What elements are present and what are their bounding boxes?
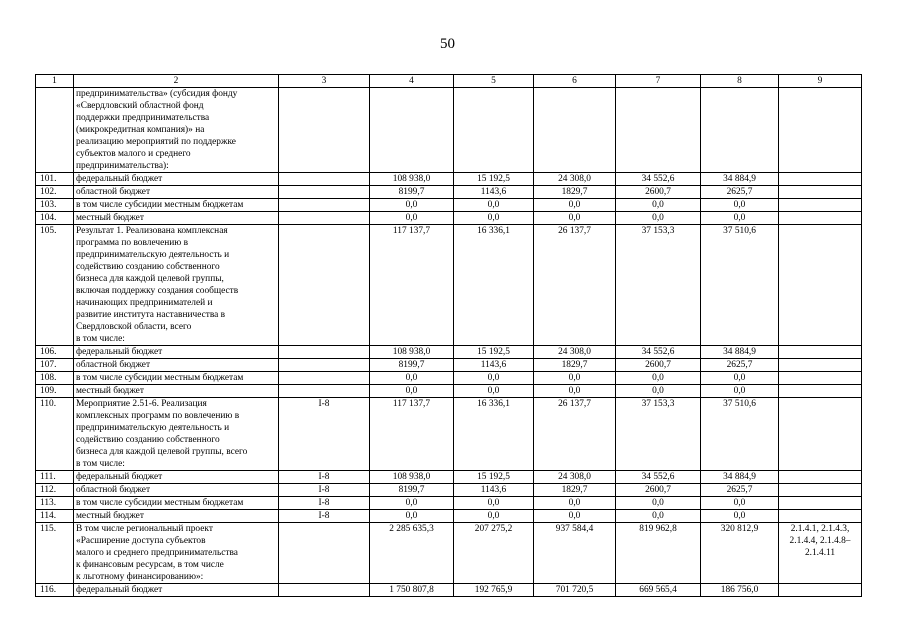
value-col-4: 0,0 (370, 212, 454, 225)
table-row (36, 359, 862, 372)
value-col-4: 8199,7 (370, 186, 454, 199)
value-col-6: 0,0 (534, 199, 616, 212)
value-col-8: 0,0 (701, 199, 779, 212)
row-name: Мероприятие 2.51-6. Реализация комплексных программ по вовлечению в предпринимательскую деятельность и содействию созданию собственного бизнеса для каждой целевой группы, всего в том числе: (74, 398, 279, 471)
value-col-7: 34 552,6 (616, 346, 701, 359)
value-col-7: 0,0 (616, 199, 701, 212)
row-reference (779, 212, 862, 225)
value-col-5: 15 192,5 (454, 471, 534, 484)
value-col-4: 8199,7 (370, 359, 454, 372)
row-reference (779, 372, 862, 385)
value-col-8: 0,0 (701, 497, 779, 510)
row-reference: 2.1.4.1, 2.1.4.3, 2.1.4.4, 2.1.4.8– 2.1.4.11 (779, 523, 862, 584)
row-name: Результат 1. Реализована комплексная программа по вовлечению в предпринимательскую деятельность и содействию созданию собственного бизнеса для каждой целевой группы, включая поддержку создания сообществ начинающих предпринимателей и развитие института наставничества в Свердловской области, всего в том числе: (74, 225, 279, 346)
row-name: федеральный бюджет (74, 173, 279, 186)
value-col-8: 320 812,9 (701, 523, 779, 584)
row-code: I-8 (279, 471, 370, 484)
table-row (36, 584, 862, 597)
value-col-5: 0,0 (454, 372, 534, 385)
value-col-6: 1829,7 (534, 186, 616, 199)
row-number: 112. (36, 484, 74, 497)
row-code (279, 523, 370, 584)
page-number: 50 (440, 36, 455, 52)
value-col-8: 34 884,9 (701, 471, 779, 484)
value-col-4: 0,0 (370, 372, 454, 385)
row-name: В том числе региональный проект «Расширение доступа субъектов малого и среднего предпринимательства к финансовым ресурсам, в том числе к льготному финансированию»: (74, 523, 279, 584)
value-col-7: 37 153,3 (616, 398, 701, 471)
value-col-6: 0,0 (534, 372, 616, 385)
value-col-5: 1143,6 (454, 359, 534, 372)
value-col-6: 0,0 (534, 497, 616, 510)
value-col-4: 117 137,7 (370, 225, 454, 346)
value-col-8: 2625,7 (701, 359, 779, 372)
value-col-7 (616, 88, 701, 173)
row-reference (779, 497, 862, 510)
value-col-5: 16 336,1 (454, 225, 534, 346)
row-name: областной бюджет (74, 359, 279, 372)
value-col-4: 108 938,0 (370, 346, 454, 359)
header-col-9: 9 (779, 75, 862, 88)
row-number: 113. (36, 497, 74, 510)
row-code: I-8 (279, 497, 370, 510)
row-number: 110. (36, 398, 74, 471)
value-col-4: 1 750 807,8 (370, 584, 454, 597)
value-col-6: 26 137,7 (534, 398, 616, 471)
value-col-8 (701, 88, 779, 173)
row-reference (779, 225, 862, 346)
row-reference (779, 186, 862, 199)
value-col-8: 34 884,9 (701, 346, 779, 359)
value-col-7: 37 153,3 (616, 225, 701, 346)
row-code (279, 88, 370, 173)
row-code (279, 385, 370, 398)
row-number: 106. (36, 346, 74, 359)
row-number (36, 88, 74, 173)
row-code (279, 173, 370, 186)
row-reference (779, 484, 862, 497)
value-col-4: 0,0 (370, 199, 454, 212)
row-reference (779, 471, 862, 484)
table-row (36, 497, 862, 510)
value-col-7: 2600,7 (616, 186, 701, 199)
value-col-8: 37 510,6 (701, 225, 779, 346)
value-col-6: 26 137,7 (534, 225, 616, 346)
row-reference (779, 510, 862, 523)
value-col-5: 1143,6 (454, 484, 534, 497)
value-col-6: 1829,7 (534, 359, 616, 372)
row-number: 108. (36, 372, 74, 385)
table-row (36, 471, 862, 484)
row-name: областной бюджет (74, 186, 279, 199)
value-col-6: 0,0 (534, 510, 616, 523)
table-row (36, 398, 862, 471)
row-code (279, 186, 370, 199)
table-row (36, 212, 862, 225)
header-row (36, 75, 862, 88)
row-code (279, 584, 370, 597)
row-reference (779, 173, 862, 186)
value-col-5 (454, 88, 534, 173)
row-name: в том числе субсидии местным бюджетам (74, 199, 279, 212)
value-col-5: 15 192,5 (454, 346, 534, 359)
value-col-5: 0,0 (454, 385, 534, 398)
value-col-4: 0,0 (370, 510, 454, 523)
value-col-6: 24 308,0 (534, 346, 616, 359)
value-col-4 (370, 88, 454, 173)
row-number: 104. (36, 212, 74, 225)
value-col-5: 15 192,5 (454, 173, 534, 186)
value-col-8: 0,0 (701, 372, 779, 385)
header-col-7: 7 (616, 75, 701, 88)
value-col-7: 2600,7 (616, 359, 701, 372)
row-number: 103. (36, 199, 74, 212)
table-row (36, 484, 862, 497)
value-col-5: 16 336,1 (454, 398, 534, 471)
table-row (36, 510, 862, 523)
value-col-7: 0,0 (616, 510, 701, 523)
value-col-6: 1829,7 (534, 484, 616, 497)
value-col-5: 0,0 (454, 497, 534, 510)
row-name: местный бюджет (74, 212, 279, 225)
value-col-8: 2625,7 (701, 186, 779, 199)
row-code: I-8 (279, 398, 370, 471)
header-col-5: 5 (454, 75, 534, 88)
value-col-6: 937 584,4 (534, 523, 616, 584)
row-reference (779, 346, 862, 359)
row-code (279, 372, 370, 385)
row-number: 115. (36, 523, 74, 584)
table-row (36, 346, 862, 359)
row-name: местный бюджет (74, 385, 279, 398)
value-col-7: 0,0 (616, 212, 701, 225)
row-name: областной бюджет (74, 484, 279, 497)
value-col-5: 192 765,9 (454, 584, 534, 597)
table-row (36, 199, 862, 212)
row-code (279, 225, 370, 346)
value-col-7: 819 962,8 (616, 523, 701, 584)
value-col-7: 34 552,6 (616, 173, 701, 186)
value-col-4: 8199,7 (370, 484, 454, 497)
row-number: 101. (36, 173, 74, 186)
value-col-5: 0,0 (454, 510, 534, 523)
row-name: федеральный бюджет (74, 471, 279, 484)
value-col-7: 0,0 (616, 385, 701, 398)
value-col-7: 0,0 (616, 372, 701, 385)
row-code: I-8 (279, 484, 370, 497)
table-row (36, 523, 862, 584)
value-col-8: 0,0 (701, 510, 779, 523)
row-name: федеральный бюджет (74, 584, 279, 597)
row-code (279, 199, 370, 212)
row-number: 105. (36, 225, 74, 346)
value-col-6 (534, 88, 616, 173)
value-col-5: 1143,6 (454, 186, 534, 199)
row-number: 109. (36, 385, 74, 398)
header-col-6: 6 (534, 75, 616, 88)
value-col-8: 34 884,9 (701, 173, 779, 186)
value-col-7: 669 565,4 (616, 584, 701, 597)
value-col-4: 108 938,0 (370, 173, 454, 186)
table-row (36, 173, 862, 186)
value-col-8: 0,0 (701, 212, 779, 225)
value-col-8: 0,0 (701, 385, 779, 398)
row-reference (779, 88, 862, 173)
value-col-7: 0,0 (616, 497, 701, 510)
row-code: I-8 (279, 510, 370, 523)
budget-table (35, 74, 862, 597)
value-col-7: 2600,7 (616, 484, 701, 497)
row-name: местный бюджет (74, 510, 279, 523)
value-col-6: 24 308,0 (534, 471, 616, 484)
row-number: 102. (36, 186, 74, 199)
value-col-4: 2 285 635,3 (370, 523, 454, 584)
value-col-4: 117 137,7 (370, 398, 454, 471)
row-number: 111. (36, 471, 74, 484)
value-col-8: 2625,7 (701, 484, 779, 497)
value-col-8: 37 510,6 (701, 398, 779, 471)
row-reference (779, 584, 862, 597)
value-col-8: 186 756,0 (701, 584, 779, 597)
value-col-6: 0,0 (534, 212, 616, 225)
row-name: в том числе субсидии местным бюджетам (74, 497, 279, 510)
row-number: 107. (36, 359, 74, 372)
row-code (279, 212, 370, 225)
value-col-4: 108 938,0 (370, 471, 454, 484)
value-col-6: 701 720,5 (534, 584, 616, 597)
row-name: предпринимательства» (субсидия фонду «Свердловский областной фонд поддержки предпринимательства (микрокредитная компания)» на реализацию мероприятий по поддержке субъектов малого и среднего предпринимательства): (74, 88, 279, 173)
value-col-5: 207 275,2 (454, 523, 534, 584)
row-reference (779, 385, 862, 398)
header-col-1: 1 (36, 75, 74, 88)
table-row (36, 225, 862, 346)
row-reference (779, 398, 862, 471)
row-name: в том числе субсидии местным бюджетам (74, 372, 279, 385)
row-name: федеральный бюджет (74, 346, 279, 359)
row-reference (779, 359, 862, 372)
header-col-4: 4 (370, 75, 454, 88)
value-col-5: 0,0 (454, 199, 534, 212)
header-col-8: 8 (701, 75, 779, 88)
value-col-4: 0,0 (370, 385, 454, 398)
value-col-4: 0,0 (370, 497, 454, 510)
row-number: 114. (36, 510, 74, 523)
row-code (279, 346, 370, 359)
row-code (279, 359, 370, 372)
value-col-5: 0,0 (454, 212, 534, 225)
table-row (36, 88, 862, 173)
header-col-3: 3 (279, 75, 370, 88)
value-col-7: 34 552,6 (616, 471, 701, 484)
header-col-2: 2 (74, 75, 279, 88)
value-col-6: 0,0 (534, 385, 616, 398)
table-row (36, 186, 862, 199)
table-row (36, 372, 862, 385)
value-col-6: 24 308,0 (534, 173, 616, 186)
row-number: 116. (36, 584, 74, 597)
row-reference (779, 199, 862, 212)
table-row (36, 385, 862, 398)
